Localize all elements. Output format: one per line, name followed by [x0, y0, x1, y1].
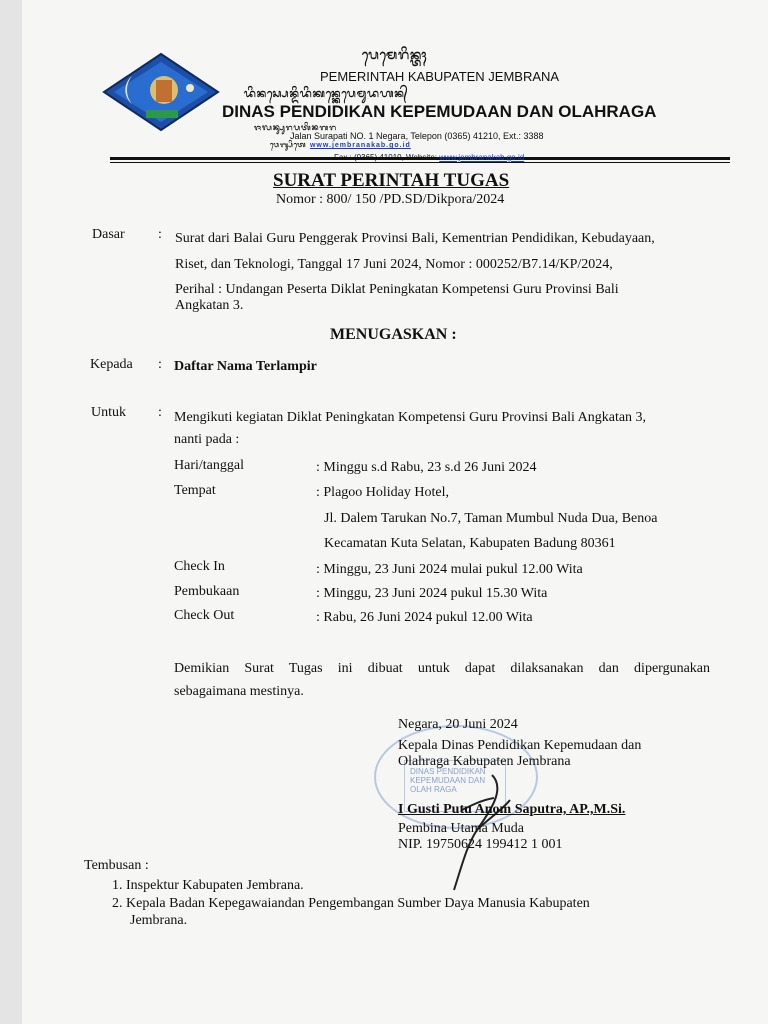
- untuk-line-2: nanti pada :: [174, 432, 240, 447]
- header-divider-thin: [110, 162, 730, 163]
- check-out-value: : Rabu, 26 Juni 2024 pukul 12.00 Wita: [316, 610, 533, 625]
- perihal-line-2: Angkatan 3.: [175, 298, 244, 313]
- tempat-line-1: : Plagoo Holiday Hotel,: [316, 485, 449, 500]
- dasar-line-1: Surat dari Balai Guru Penggerak Provinsi Bali, Kementrian Pendidikan, Kebudayaan,: [175, 231, 655, 246]
- pembukaan-value: : Minggu, 23 Juni 2024 pukul 15.30 Wita: [316, 586, 548, 601]
- tembusan-item-1: 1. Inspektur Kabupaten Jembrana.: [112, 878, 304, 893]
- kepada-label: Kepada: [90, 357, 133, 372]
- menugaskan-heading: MENUGASKAN :: [330, 326, 457, 343]
- tembusan-item-2-line-2: Jembrana.: [130, 913, 188, 928]
- pembukaan-label: Pembukaan: [174, 584, 240, 599]
- closing-line-1: Demikian Surat Tugas ini dibuat untuk dapat dilaksanakan dan dipergunakan: [174, 661, 710, 676]
- signer-title-line-2: Olahraga Kabupaten Jembrana: [398, 754, 571, 769]
- untuk-colon: :: [158, 405, 162, 420]
- document-page: [22, 0, 768, 1024]
- tempat-line-2: Jl. Dalem Tarukan No.7, Taman Mumbul Nuda Dua, Benoa: [324, 511, 658, 526]
- untuk-label: Untuk: [91, 405, 126, 420]
- website-link-1[interactable]: www.jembranakab.go.id: [309, 142, 411, 149]
- balinese-script-line-2: ᬤᬶᬦᬲ᭄ᬧᬾᬦ᭄ᬤᬶᬤᬶᬓᬦ᭄ᬓᬾᬧᬾᬫᬸᬤᬳᬦ᭄: [244, 87, 409, 100]
- untuk-line-1: Mengikuti kegiatan Diklat Peningkatan Kompetensi Guru Provinsi Bali Angkatan 3,: [174, 410, 647, 425]
- hari-tanggal-value: : Minggu s.d Rabu, 23 s.d 26 Juni 2024: [316, 460, 537, 475]
- address-line: Jalan Surapati NO. 1 Negara, Telepon (0365) 41210, Ext.: 3388: [290, 131, 544, 141]
- balinese-script-line-4: ᬯᬾᬩ᭄ᬲᬶᬢᬾ www.jembranakab.go.id: [270, 141, 411, 149]
- perihal-line-1: Perihal : Undangan Peserta Diklat Peningkatan Kompetensi Guru Provinsi Bali: [175, 282, 619, 297]
- balinese-script-line-3: ᬚᬮᬦ᭄ᬲᬸᬭᬧᬢᬶᬦᬕᬭ: [254, 123, 337, 132]
- signer-name: I Gusti Putu Anom Saputra, AP.,M.Si.: [398, 802, 626, 817]
- signer-title-line-1: Kepala Dinas Pendidikan Kepemudaan dan: [398, 738, 642, 753]
- kabupaten-jembrana-logo: [102, 52, 220, 132]
- kepada-colon: :: [158, 357, 162, 372]
- balinese-script-line-1: ᬧᬾᬫᬾᬭᬶᬦ᭄ᬢᬄ: [362, 48, 428, 63]
- signing-place-date: Negara, 20 Juni 2024: [398, 717, 518, 732]
- document-number: Nomor : 800/ 150 /PD.SD/Dikpora/2024: [276, 192, 505, 207]
- stamp-text: DINAS PENDIDIKAN KEPEMUDAAN DAN OLAH RAGA: [410, 767, 486, 794]
- check-out-label: Check Out: [174, 608, 235, 623]
- dasar-line-2: Riset, dan Teknologi, Tanggal 17 Juni 2024, Nomor : 000252/B7.14/KP/2024,: [175, 257, 613, 272]
- dasar-label: Dasar: [92, 227, 125, 242]
- website-link-2[interactable]: www.jembranakab.go.id: [439, 153, 525, 162]
- tembusan-label: Tembusan :: [84, 858, 149, 873]
- check-in-label: Check In: [174, 559, 225, 574]
- tempat-line-3: Kecamatan Kuta Selatan, Kabupaten Badung 80361: [324, 536, 616, 551]
- government-name: PEMERINTAH KABUPATEN JEMBRANA: [320, 69, 560, 84]
- tembusan-item-2-line-1: 2. Kepala Badan Kepegawaiandan Pengembangan Sumber Daya Manusia Kabupaten: [112, 896, 590, 911]
- agency-name: DINAS PENDIDIKAN KEPEMUDAAN DAN OLAHRAGA: [222, 102, 657, 121]
- check-in-value: : Minggu, 23 Juni 2024 mulai pukul 12.00 Wita: [316, 562, 583, 577]
- dasar-colon: :: [158, 227, 162, 242]
- document-title: SURAT PERINTAH TUGAS: [273, 170, 510, 191]
- hari-tanggal-label: Hari/tanggal: [174, 458, 244, 473]
- signer-nip: NIP. 19750624 199412 1 001: [398, 837, 563, 852]
- closing-line-2: sebagaimana mestinya.: [174, 684, 304, 699]
- tempat-label: Tempat: [174, 483, 216, 498]
- kepada-value: Daftar Nama Terlampir: [174, 359, 317, 374]
- fax-website-line: Fax.: (0365) 41010, Website: www.jembranakab.go.id: [334, 153, 525, 162]
- signer-rank: Pembina Utama Muda: [398, 821, 524, 836]
